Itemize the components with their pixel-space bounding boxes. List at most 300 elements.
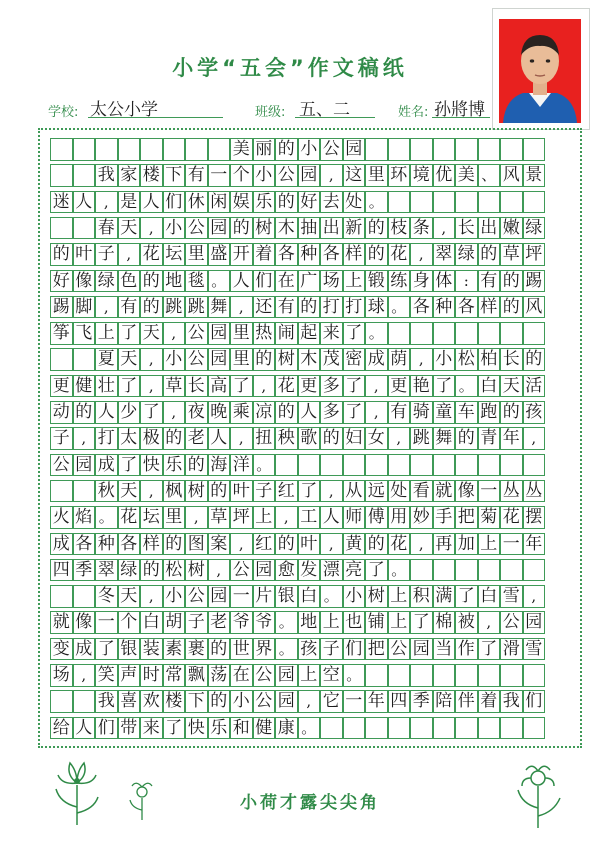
essay-character: 的: [365, 533, 388, 556]
essay-character: 公: [185, 348, 208, 371]
essay-character: 园: [208, 348, 231, 371]
essay-character: 体: [433, 270, 456, 293]
essay-character: 上: [320, 611, 343, 634]
essay-character: ,: [230, 427, 253, 450]
essay-empty-cell: [455, 559, 478, 582]
essay-row: [50, 664, 552, 687]
essay-character: 季: [410, 690, 433, 713]
essay-character: 起: [298, 322, 321, 345]
essay-character: 松: [455, 348, 478, 371]
essay-character: 童: [433, 401, 456, 424]
essay-character: 们: [253, 270, 276, 293]
essay-character: 各: [73, 533, 96, 556]
essay-character: 笑: [95, 664, 118, 687]
essay-character: 手: [433, 506, 456, 529]
essay-character: 给: [50, 717, 73, 740]
essay-character: ,: [140, 375, 163, 398]
essay-character: 上: [253, 506, 276, 529]
essay-character: 秧: [275, 427, 298, 450]
essay-empty-cell: [388, 322, 411, 345]
essay-character: 地: [163, 270, 186, 293]
essay-character: 花: [388, 243, 411, 266]
essay-empty-cell: [365, 138, 388, 161]
essay-character: 木: [275, 217, 298, 240]
essay-character: 动: [50, 401, 73, 424]
essay-character: 高: [208, 375, 231, 398]
essay-character: 车: [455, 401, 478, 424]
essay-empty-cell: [410, 138, 433, 161]
essay-character: 晚: [208, 401, 231, 424]
essay-character: 上: [388, 585, 411, 608]
essay-character: 处: [388, 480, 411, 503]
essay-character: 了: [298, 480, 321, 503]
essay-character: 的: [275, 533, 298, 556]
essay-empty-cell: [455, 322, 478, 345]
essay-character: 子: [320, 638, 343, 661]
essay-character: 乐: [253, 191, 276, 214]
essay-character: 的: [365, 243, 388, 266]
essay-character: ,: [410, 243, 433, 266]
essay-character: 康: [275, 717, 298, 740]
essay-character: 荡: [208, 664, 231, 687]
essay-character: 公: [388, 638, 411, 661]
essay-character: 的: [500, 270, 523, 293]
essay-empty-cell: [118, 138, 141, 161]
essay-character: 银: [275, 585, 298, 608]
essay-character: 样: [478, 296, 501, 319]
essay-character: 天: [118, 585, 141, 608]
essay-character: 歌: [298, 427, 321, 450]
essay-empty-cell: [500, 454, 523, 477]
essay-character: 草: [163, 375, 186, 398]
essay-empty-cell: [50, 138, 73, 161]
essay-character: 嫩: [500, 217, 523, 240]
essay-empty-cell: [478, 717, 501, 740]
essay-character: 当: [433, 638, 456, 661]
essay-character: 茂: [320, 348, 343, 371]
essay-character: 了: [365, 559, 388, 582]
essay-empty-cell: [410, 664, 433, 687]
essay-row: [50, 296, 552, 319]
essay-character: 。: [95, 506, 118, 529]
essay-row: [50, 243, 552, 266]
essay-row: [50, 322, 552, 345]
essay-character: 和: [230, 717, 253, 740]
essay-character: 样: [343, 243, 366, 266]
essay-character: 花: [118, 506, 141, 529]
essay-character: 个: [118, 611, 141, 634]
essay-character: 愈: [275, 559, 298, 582]
essay-row: [50, 717, 552, 740]
essay-character: 傅: [365, 506, 388, 529]
essay-empty-cell: [163, 138, 186, 161]
essay-character: 。: [275, 638, 298, 661]
essay-character: 一: [500, 533, 523, 556]
essay-empty-cell: [73, 217, 96, 240]
essay-row: [50, 506, 552, 529]
essay-character: 凉: [253, 401, 276, 424]
essay-character: 。: [455, 375, 478, 398]
essay-character: 的: [253, 348, 276, 371]
essay-character: ,: [185, 506, 208, 529]
essay-character: 。: [365, 191, 388, 214]
essay-character: 带: [118, 717, 141, 740]
essay-character: 老: [185, 427, 208, 450]
essay-character: 季: [73, 559, 96, 582]
essay-character: 环: [388, 164, 411, 187]
essay-character: 。: [343, 664, 366, 687]
essay-character: 扭: [253, 427, 276, 450]
essay-character: 界: [253, 638, 276, 661]
essay-character: ,: [95, 191, 118, 214]
essay-character: 了: [118, 454, 141, 477]
essay-empty-cell: [523, 322, 546, 345]
essay-character: 积: [410, 585, 433, 608]
essay-empty-cell: [73, 164, 96, 187]
essay-character: 远: [365, 480, 388, 503]
essay-character: ,: [118, 243, 141, 266]
essay-empty-cell: [455, 717, 478, 740]
essay-row: [50, 191, 552, 214]
essay-character: 色: [118, 270, 141, 293]
essay-empty-cell: [50, 217, 73, 240]
essay-character: 上: [298, 664, 321, 687]
essay-empty-cell: [433, 559, 456, 582]
essay-character: 摆: [523, 506, 546, 529]
essay-character: 风: [523, 296, 546, 319]
essay-character: 满: [433, 585, 456, 608]
essay-character: 像: [73, 611, 96, 634]
essay-empty-cell: [433, 664, 456, 687]
essay-character: 我: [95, 164, 118, 187]
essay-character: 了: [455, 585, 478, 608]
essay-character: 还: [253, 296, 276, 319]
essay-character: 树: [185, 559, 208, 582]
essay-character: 了: [478, 638, 501, 661]
essay-character: 们: [343, 638, 366, 661]
essay-empty-cell: [410, 559, 433, 582]
essay-character: 的: [298, 296, 321, 319]
essay-character: 来: [140, 717, 163, 740]
student-photo: [492, 8, 590, 130]
essay-character: 人: [298, 401, 321, 424]
essay-character: ,: [320, 533, 343, 556]
essay-character: 踢: [523, 270, 546, 293]
essay-character: 裹: [185, 638, 208, 661]
essay-empty-cell: [275, 454, 298, 477]
essay-character: 的: [140, 559, 163, 582]
essay-character: 的: [275, 401, 298, 424]
essay-character: 子: [185, 611, 208, 634]
essay-character: 极: [140, 427, 163, 450]
essay-character: 园: [73, 454, 96, 477]
essay-character: 园: [275, 664, 298, 687]
essay-character: 人: [140, 191, 163, 214]
essay-character: 园: [343, 138, 366, 161]
essay-empty-cell: [478, 138, 501, 161]
essay-character: 公: [320, 138, 343, 161]
essay-character: 风: [500, 164, 523, 187]
school-field: [48, 99, 238, 121]
essay-empty-cell: [478, 454, 501, 477]
essay-character: 一: [230, 585, 253, 608]
essay-character: 长: [500, 348, 523, 371]
essay-character: 看: [410, 480, 433, 503]
essay-character: 图: [185, 533, 208, 556]
essay-character: 空: [320, 664, 343, 687]
school-value: 太公小学: [90, 100, 158, 120]
essay-empty-cell: [523, 138, 546, 161]
essay-character: 人: [95, 401, 118, 424]
essay-character: 一: [478, 480, 501, 503]
essay-character: 丛: [500, 480, 523, 503]
essay-character: 亮: [343, 559, 366, 582]
essay-character: 人: [208, 427, 231, 450]
essay-character: 境: [410, 164, 433, 187]
essay-character: 。: [365, 322, 388, 345]
essay-row: [50, 559, 552, 582]
footer-slogan: 小荷才露尖尖角: [240, 793, 380, 813]
essay-character: 人: [73, 191, 96, 214]
essay-row: [50, 401, 552, 424]
essay-character: 上: [388, 611, 411, 634]
essay-row: [50, 533, 552, 556]
essay-character: 女: [365, 427, 388, 450]
essay-character: 在: [230, 664, 253, 687]
essay-character: 的: [163, 427, 186, 450]
essay-empty-cell: [365, 717, 388, 740]
essay-character: ,: [410, 533, 433, 556]
essay-character: 园: [208, 322, 231, 345]
essay-character: 妙: [410, 506, 433, 529]
essay-character: ,: [95, 296, 118, 319]
essay-character: 子: [50, 427, 73, 450]
essay-empty-cell: [455, 664, 478, 687]
essay-empty-cell: [388, 454, 411, 477]
essay-character: ,: [163, 322, 186, 345]
essay-character: 把: [455, 506, 478, 529]
essay-empty-cell: [500, 664, 523, 687]
essay-character: 树: [365, 585, 388, 608]
essay-character: 飞: [73, 322, 96, 345]
essay-character: 花: [140, 243, 163, 266]
essay-character: 脚: [73, 296, 96, 319]
essay-character: 小: [163, 348, 186, 371]
essay-row: [50, 138, 552, 161]
essay-character: 时: [140, 664, 163, 687]
essay-character: 的: [275, 138, 298, 161]
essay-character: 身: [410, 270, 433, 293]
essay-row: [50, 270, 552, 293]
essay-character: 孩: [298, 638, 321, 661]
essay-character: 公: [50, 454, 73, 477]
essay-character: 师: [343, 506, 366, 529]
essay-character: 里: [365, 164, 388, 187]
essay-character: 棉: [433, 611, 456, 634]
essay-character: 的: [208, 690, 231, 713]
essay-character: 成: [73, 638, 96, 661]
essay-character: 白: [298, 585, 321, 608]
essay-character: 成: [50, 533, 73, 556]
essay-empty-cell: [73, 138, 96, 161]
essay-character: 喜: [118, 690, 141, 713]
essay-character: 美: [230, 138, 253, 161]
essay-character: 快: [185, 717, 208, 740]
essay-character: 着: [478, 690, 501, 713]
essay-character: :: [455, 270, 478, 293]
essay-row: [50, 217, 552, 240]
essay-character: 多: [320, 401, 343, 424]
essay-empty-cell: [523, 191, 546, 214]
essay-character: 各: [118, 533, 141, 556]
essay-empty-cell: [50, 585, 73, 608]
essay-character: 我: [95, 690, 118, 713]
essay-character: 公: [500, 611, 523, 634]
essay-character: 长: [185, 375, 208, 398]
essay-empty-cell: [478, 559, 501, 582]
essay-character: 人: [230, 270, 253, 293]
essay-character: 了: [410, 611, 433, 634]
essay-character: 里: [230, 322, 253, 345]
essay-character: 了: [343, 375, 366, 398]
essay-character: 优: [433, 164, 456, 187]
school-underline: [88, 117, 223, 118]
essay-empty-cell: [388, 717, 411, 740]
essay-character: 舞: [208, 296, 231, 319]
essay-character: 各: [275, 243, 298, 266]
essay-character: 被: [455, 611, 478, 634]
flower-decoration-left: [48, 755, 106, 827]
essay-character: 海: [208, 454, 231, 477]
essay-character: 去: [320, 191, 343, 214]
essay-character: 漂: [320, 559, 343, 582]
essay-character: 了: [343, 401, 366, 424]
essay-character: 上: [478, 533, 501, 556]
essay-character: ,: [208, 559, 231, 582]
essay-character: 是: [118, 191, 141, 214]
essay-character: 公: [253, 690, 276, 713]
essay-character: 娱: [230, 191, 253, 214]
essay-character: 花: [388, 533, 411, 556]
essay-character: 有: [478, 270, 501, 293]
essay-character: 的: [185, 454, 208, 477]
essay-character: 各: [455, 296, 478, 319]
essay-character: 。: [320, 585, 343, 608]
essay-empty-cell: [410, 191, 433, 214]
essay-character: ,: [523, 585, 546, 608]
essay-empty-cell: [500, 322, 523, 345]
essay-character: 壮: [95, 375, 118, 398]
essay-character: 焰: [73, 506, 96, 529]
essay-character: 夜: [185, 401, 208, 424]
essay-character: 打: [95, 427, 118, 450]
essay-character: 爷: [230, 611, 253, 634]
essay-character: 跳: [163, 296, 186, 319]
essay-empty-cell: [455, 138, 478, 161]
essay-character: 年: [523, 533, 546, 556]
essay-character: 绿: [455, 243, 478, 266]
essay-character: 成: [95, 454, 118, 477]
essay-character: 广: [298, 270, 321, 293]
essay-empty-cell: [455, 454, 478, 477]
essay-character: 像: [455, 480, 478, 503]
essay-character: 黄: [343, 533, 366, 556]
paper-title: 小学“五会”作文稿纸: [172, 56, 408, 80]
essay-character: 里: [230, 348, 253, 371]
essay-character: ,: [523, 427, 546, 450]
essay-character: 了: [343, 322, 366, 345]
essay-character: 枫: [163, 480, 186, 503]
essay-character: 翠: [433, 243, 456, 266]
essay-character: 雪: [523, 638, 546, 661]
essay-character: 世: [230, 638, 253, 661]
essay-character: 抽: [298, 217, 321, 240]
essay-character: ,: [275, 506, 298, 529]
essay-character: 新: [343, 217, 366, 240]
class-field: [255, 99, 385, 121]
essay-character: 绿: [118, 559, 141, 582]
essay-character: 。: [388, 559, 411, 582]
essay-empty-cell: [73, 480, 96, 503]
essay-character: 再: [433, 533, 456, 556]
essay-character: 。: [298, 717, 321, 740]
essay-character: 在: [275, 270, 298, 293]
name-value: 孙將博: [434, 100, 485, 120]
essay-character: 小: [253, 164, 276, 187]
essay-character: 园: [298, 164, 321, 187]
essay-character: 球: [365, 296, 388, 319]
essay-character: 骑: [410, 401, 433, 424]
essay-character: 健: [253, 717, 276, 740]
essay-character: 声: [118, 664, 141, 687]
essay-character: 乘: [230, 401, 253, 424]
essay-character: 陪: [433, 690, 456, 713]
essay-character: 柏: [478, 348, 501, 371]
essay-character: 从: [343, 480, 366, 503]
essay-character: 跳: [185, 296, 208, 319]
essay-row: [50, 454, 552, 477]
essay-empty-cell: [478, 191, 501, 214]
essay-character: ,: [478, 611, 501, 634]
essay-character: 加: [455, 533, 478, 556]
essay-character: 也: [343, 611, 366, 634]
essay-character: 丽: [253, 138, 276, 161]
essay-character: ,: [140, 585, 163, 608]
essay-character: 的: [478, 243, 501, 266]
essay-character: 我: [500, 690, 523, 713]
essay-character: ,: [298, 690, 321, 713]
essay-empty-cell: [523, 454, 546, 477]
essay-empty-cell: [140, 138, 163, 161]
portrait-illustration: [499, 19, 581, 123]
essay-empty-cell: [433, 322, 456, 345]
essay-empty-cell: [500, 717, 523, 740]
essay-character: 的: [140, 270, 163, 293]
essay-character: 公: [230, 559, 253, 582]
essay-character: 翠: [95, 559, 118, 582]
essay-character: 园: [208, 217, 231, 240]
essay-character: 的: [73, 401, 96, 424]
essay-character: 绿: [523, 217, 546, 240]
essay-character: 白: [478, 375, 501, 398]
essay-character: 胡: [163, 611, 186, 634]
essay-empty-cell: [410, 717, 433, 740]
class-underline: [295, 117, 375, 118]
essay-character: 火: [50, 506, 73, 529]
essay-character: 树: [253, 217, 276, 240]
essay-character: ,: [253, 375, 276, 398]
essay-character: 有: [388, 401, 411, 424]
